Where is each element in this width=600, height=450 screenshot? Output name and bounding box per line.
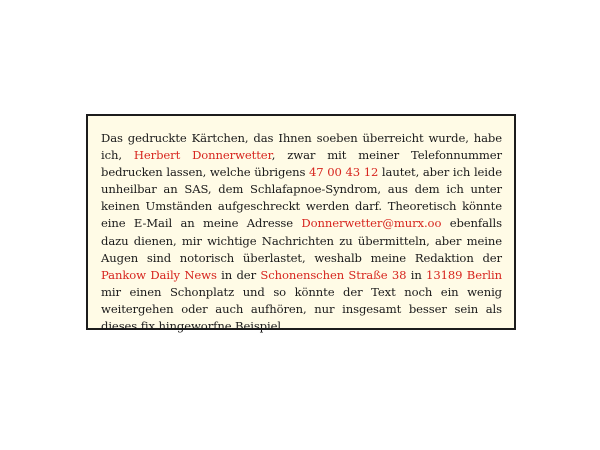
- text-segment: mir einen Schonplatz und so könnte der Text noch ein wenig weitergehen oder auch aufhören, nur insgesamt besser sein als dieses fix hingeworfne Beispiel.: [101, 284, 502, 334]
- text-segment: in: [406, 267, 427, 282]
- highlighted-name: Herbert Donnerwetter: [133, 148, 272, 163]
- highlighted-email-address: Donnerwetter@murx.oo: [301, 216, 442, 231]
- business-card: [86, 114, 516, 334]
- highlighted-newspaper-name: Pankow Daily News: [101, 267, 217, 282]
- highlighted-street-address: Schonenschen Straße 38: [260, 267, 407, 282]
- highlighted-postal-city: 13189 Berlin: [426, 267, 502, 282]
- highlighted-phone-number: 47 00 43 12: [308, 165, 379, 180]
- card-text: [101, 130, 502, 335]
- text-segment: , zwar mit meiner Telefonnummer bedrucken lassen, welche übrigens: [101, 148, 502, 180]
- text-segment: Das gedruckte Kärtchen, das Ihnen soeben überreicht wurde, habe ich,: [101, 131, 502, 163]
- text-segment: in der: [216, 267, 261, 282]
- text-segment: ebenfalls dazu dienen, mir wichtige Nachrichten zu übermitteln, aber meine Augen sind notorisch überlastet, weshalb meine Redaktion der: [101, 216, 502, 265]
- text-segment: lautet, aber ich leide unheilbar an SAS, dem Schlafapnoe-Syndrom, aus dem ich unter keinen Umständen aufgeschreckt werden darf. Theoretisch könnte eine E-Mail an meine Adresse: [101, 165, 502, 231]
